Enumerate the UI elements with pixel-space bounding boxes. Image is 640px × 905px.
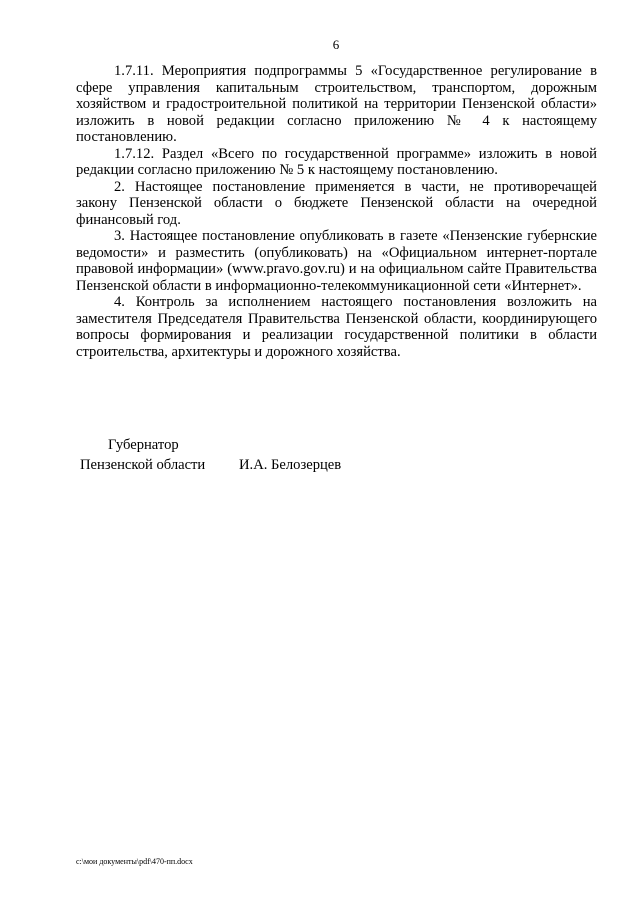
page-number: 6 <box>332 37 340 52</box>
paragraph-1-7-12: 1.7.12. Раздел «Всего по государственной программе» изложить в новой редакции согласно приложению № 5 к настоящему постановлению. <box>76 145 597 178</box>
paragraph-1-7-11: 1.7.11. Мероприятия подпрограммы 5 «Государственное регулирование в сфере управления капитальным строительством, транспортом, дорожным хозяйством и градостроительной политикой на территории Пензенской области» изложить в новой редакции согласно приложению № 4 к настоящему постановлению. <box>76 63 597 145</box>
document-body <box>76 63 597 360</box>
paragraph-3: 3. Настоящее постановление опубликовать в газете «Пензенские губернские ведомости» и разместить (опубликовать) на «Официальном интернет-портале правовой информации» (www.pravo.gov.ru) и на официальном сайте Правительства Пензенской области в информационно-телекоммуникационной сети «Интернет». <box>76 228 597 294</box>
signatory-region: Пензенской области <box>80 457 206 473</box>
paragraph-4: 4. Контроль за исполнением настоящего постановления возложить на заместителя Председателя Правительства Пензенской области, координирующего вопросы формирования и реализации государственной политики в области строительства, архитектуры и дорожного хозяйства. <box>76 294 597 360</box>
signatory-name: И.А. Белозерцев <box>239 457 342 473</box>
signatory-title: Губернатор <box>108 437 179 453</box>
footer-file-path: c:\мои документы\pdf\470-пп.docx <box>76 857 193 866</box>
paragraph-2: 2. Настоящее постановление применяется в части, не противоречащей закону Пензенской области о бюджете Пензенской области на очередной финансовый год. <box>76 178 597 228</box>
